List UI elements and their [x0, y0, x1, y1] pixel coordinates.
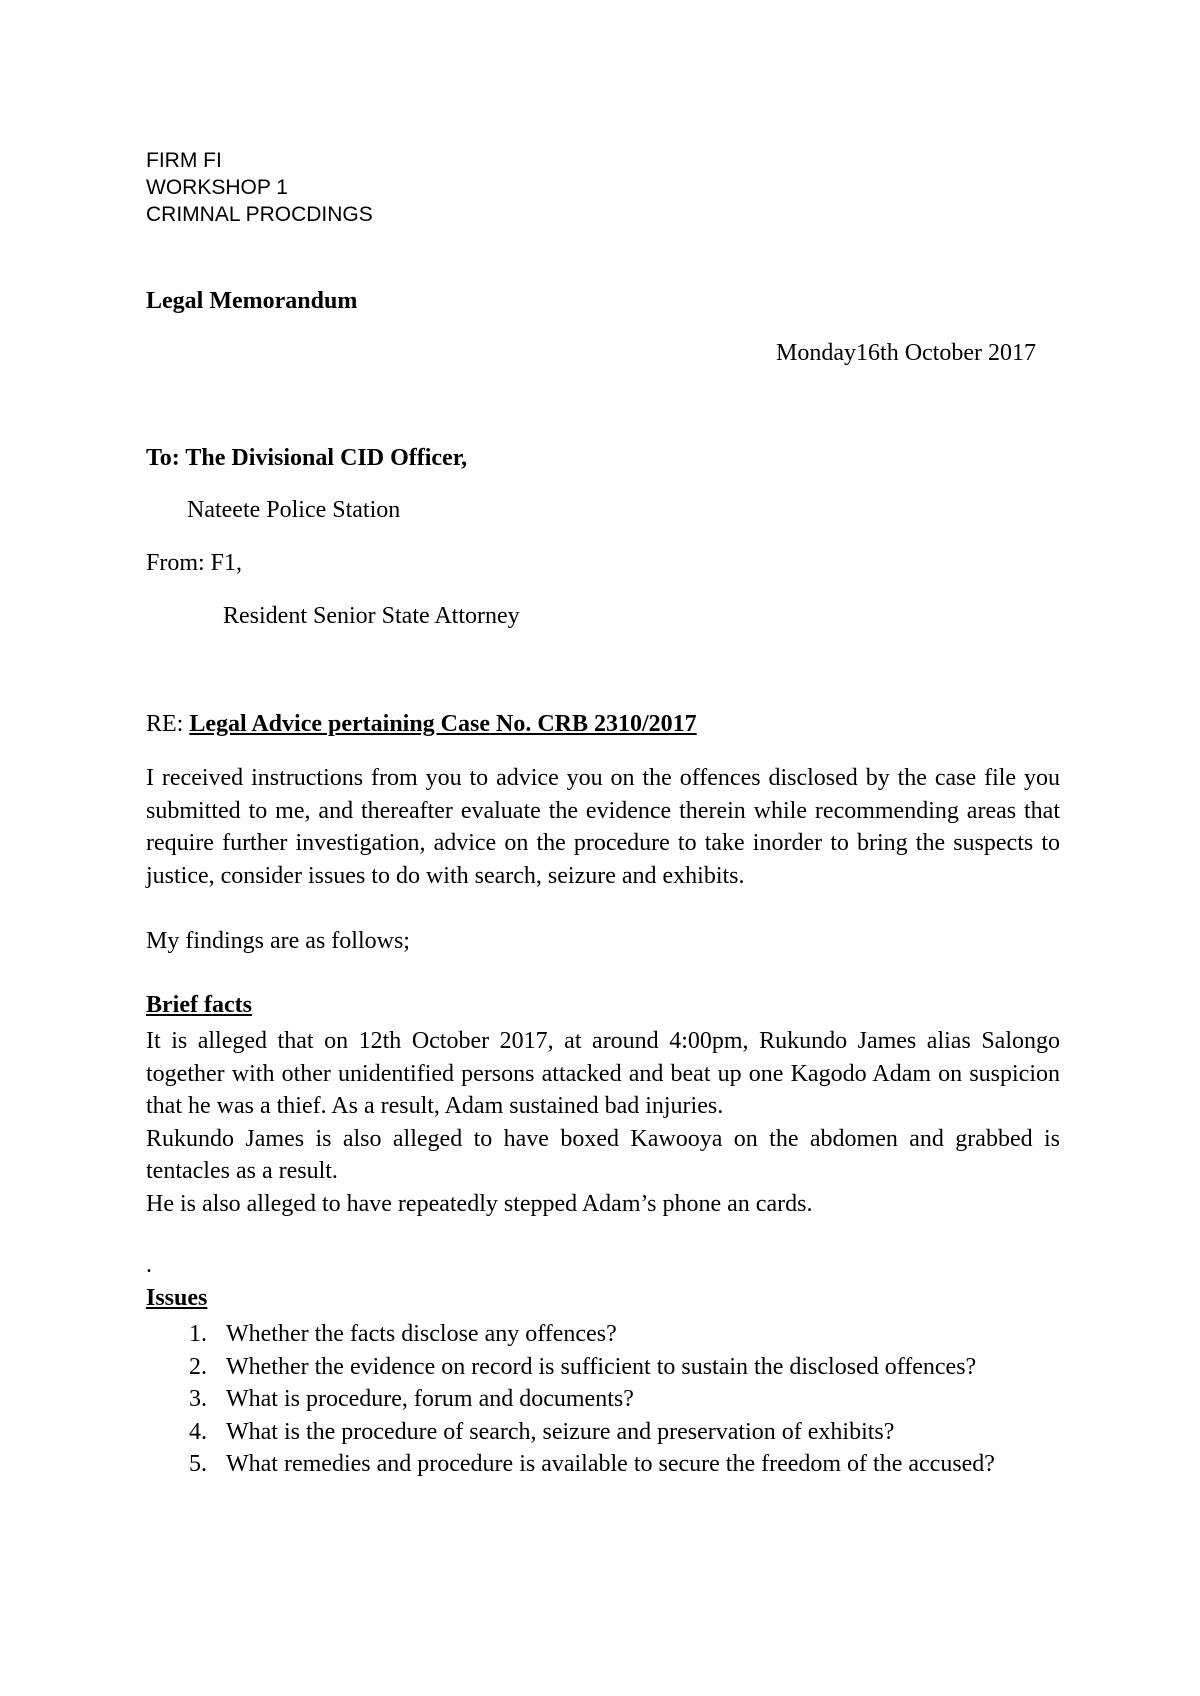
recipient-station: Nateete Police Station [187, 497, 401, 523]
intro-text: I received instructions from you to advice you on the offences disclosed by the case file you submitted to me, and thereafter evaluate the evidence therein while recommending areas that require further investigation, advice on the procedure to take inorder to bring the suspects to justice, consider issues to do with search, seizure and exhibits. [146, 765, 1060, 889]
memo-title: Legal Memorandum [146, 288, 358, 314]
intro-paragraph [146, 762, 1060, 892]
list-item [146, 1351, 1060, 1384]
list-item-number: 5. [189, 1451, 207, 1478]
list-item-number: 4. [189, 1418, 207, 1445]
brief-facts-body [146, 1025, 1060, 1221]
sender-line: From: F1, [146, 550, 243, 576]
firm-header [146, 147, 373, 228]
issues-heading: Issues [146, 1285, 208, 1311]
firm-name: FIRM FI [146, 149, 222, 172]
subject-line [146, 711, 697, 738]
findings-text: My findings are as follows; [146, 928, 410, 954]
workshop-label: WORKSHOP 1 [146, 176, 288, 199]
list-item-number: 3. [189, 1386, 207, 1413]
list-item-text: What is the procedure of search, seizure and preservation of exhibits? [226, 1418, 895, 1445]
facts-paragraph-2: Rukundo James is also alleged to have boxed Kawooya on the abdomen and grabbed is tentacles as a result. [146, 1125, 1060, 1185]
subject-label: RE: [146, 711, 190, 737]
recipient-line: To: The Divisional CID Officer, [146, 445, 468, 471]
facts-paragraph-1: It is alleged that on 12th October 2017, at around 4:00pm, Rukundo James alias Salongo together with other unidentified persons attacked and beat up one Kagodo Adam on suspicion that he was a thief. As a result, Adam sustained bad injuries. [146, 1028, 1060, 1120]
list-item-number: 2. [189, 1353, 207, 1380]
sender-title: Resident Senior State Attorney [223, 603, 520, 629]
list-item-text: Whether the facts disclose any offences? [226, 1321, 617, 1347]
brief-facts-heading: Brief facts [146, 992, 252, 1018]
course-label: CRIMNAL PROCDINGS [146, 203, 373, 226]
issues-list [146, 1318, 1060, 1481]
subject-text: Legal Advice pertaining Case No. CRB 2310/2017 [189, 711, 697, 737]
memo-date: Monday16th October 2017 [776, 340, 1036, 366]
stray-dot: . [146, 1252, 152, 1278]
list-item-text: What is procedure, forum and documents? [226, 1386, 634, 1413]
list-item [146, 1416, 1060, 1449]
list-item-text: What remedies and procedure is available to secure the freedom of the accused? [226, 1451, 995, 1478]
list-item [146, 1448, 1060, 1481]
findings-line [146, 925, 1060, 958]
list-item [146, 1383, 1060, 1416]
list-item-text: Whether the evidence on record is sufficient to sustain the disclosed offences? [226, 1353, 977, 1380]
list-item [146, 1318, 1060, 1351]
list-item-number: 1. [189, 1321, 207, 1347]
facts-paragraph-3: He is also alleged to have repeatedly stepped Adam’s phone an cards. [146, 1190, 813, 1217]
